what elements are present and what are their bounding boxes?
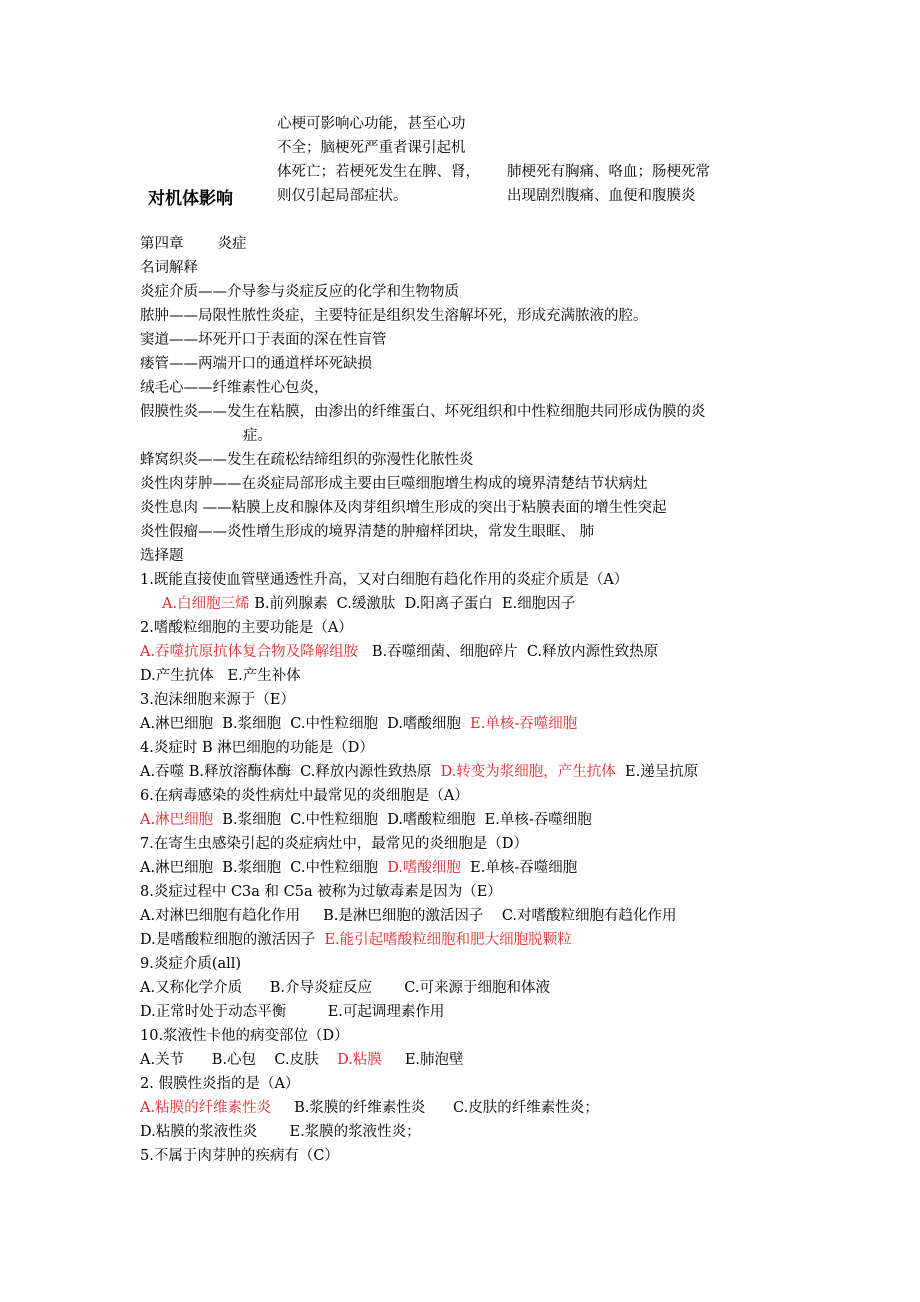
term-line: 炎性肉芽肿——在炎症局部形成主要由巨噬细胞增生构成的境界清楚结节状病灶: [140, 476, 648, 492]
option-text: A.淋巴细胞 B.浆细胞 C.中性粒细胞 D.嗜酸细胞: [140, 716, 471, 732]
answer-option: D.粘膜: [337, 1052, 382, 1068]
term-line: 绒毛心——纤维素性心包炎，: [140, 380, 329, 396]
answer-option: A.吞噬抗原抗体复合物及降解组胺: [140, 644, 359, 660]
fragment-line: 体死亡；若梗死发生在脾、肾，: [277, 164, 480, 180]
options-line: [140, 808, 800, 832]
main-content: [140, 232, 800, 1168]
answer-option: D.转变为浆细胞，产生抗体: [440, 764, 616, 780]
question-stem: 2. 假膜性炎指的是（A）: [140, 1076, 300, 1092]
terms-list: [140, 280, 800, 544]
question-stem: 8.炎症过程中 C3a 和 C5a 被称为过敏毒素是因为（E）: [140, 884, 502, 900]
option-text: B.吞噬细菌、细胞碎片 C.释放内源性致热原: [358, 644, 659, 660]
term-line: 炎症介质——介导参与炎症反应的化学和生物物质: [140, 284, 459, 300]
question-stem: 5.不属于肉芽肿的疾病有（C）: [140, 1148, 339, 1164]
option-text: D.正常时处于动态平衡 E.可起调理素作用: [140, 1004, 445, 1020]
fragment-line: 则仅引起局部症状。: [277, 188, 408, 204]
term-line: 窦道——坏死开口于表面的深在性盲管: [140, 332, 387, 348]
options-line: [140, 928, 800, 952]
term-line: 瘘管——两端开口的通道样坏死缺损: [140, 356, 372, 372]
option-text: D.是嗜酸粒细胞的激活因子: [140, 932, 325, 948]
option-text: A.关节 B.心包 C.皮肤: [140, 1052, 338, 1068]
term-line: 炎性假瘤——炎性增生形成的境界清楚的肿瘤样团块，常发生眼眶、 肺: [140, 524, 595, 540]
options-line: [140, 640, 800, 664]
options-line: [140, 1096, 800, 1120]
option-text: E.肺泡壁: [381, 1052, 464, 1068]
option-text: A.淋巴细胞 B.浆细胞 C.中性粒细胞: [140, 860, 388, 876]
options-line: [140, 856, 800, 880]
chapter-number: 第四章: [140, 236, 184, 252]
chapter-heading: [140, 232, 800, 256]
options-line: [140, 1048, 800, 1072]
question-stem: 10.浆液性卡他的病变部位（D）: [140, 1028, 349, 1044]
options-line: [140, 976, 800, 1000]
terms-heading: 名词解释: [140, 260, 198, 276]
question-stem: 7.在寄生虫感染引起的炎症病灶中，最常见的炎细胞是（D）: [140, 836, 528, 852]
fragment-line: 肺梗死有胸痛、咯血；肠梗死常: [507, 164, 710, 180]
answer-option: E.能引起嗜酸粒细胞和肥大细胞脱颗粒: [324, 932, 572, 948]
option-text: A.又称化学介质 B.介导炎症反应 C.可来源于细胞和体液: [140, 980, 550, 996]
option-text: B.浆细胞 C.中性粒细胞 D.嗜酸粒细胞 E.单核-吞噬细胞: [213, 812, 592, 828]
options-line: [140, 712, 800, 736]
options-line: [140, 664, 800, 688]
question-stem: 9.炎症介质(all): [140, 956, 242, 972]
option-text: A.对淋巴细胞有趋化作用 B.是淋巴细胞的激活因子 C.对嗜酸粒细胞有趋化作用: [140, 908, 677, 924]
row-header: 对机体影响: [148, 189, 233, 209]
answer-option: A.白细胞三烯: [162, 596, 250, 612]
option-text: B.浆膜的纤维素性炎 C.皮肤的纤维素性炎；: [271, 1100, 599, 1116]
term-line: 症。: [243, 428, 272, 444]
option-text: D.粘膜的浆液性炎 E.浆膜的浆液性炎；: [140, 1124, 421, 1140]
term-line: 假膜性炎——发生在粘膜，由渗出的纤维蛋白、坏死组织和中性粒细胞共同形成伪膜的炎: [140, 404, 706, 420]
term-line: 炎性息肉 ——粘膜上皮和腺体及肉芽组织增生形成的突出于粘膜表面的增生性突起: [140, 500, 667, 516]
fragment-column-3: [507, 160, 710, 208]
term-line: 蜂窝织炎——发生在疏松结缔组织的弥漫性化脓性炎: [140, 452, 474, 468]
question-stem: 4.炎症时 B 淋巴细胞的功能是（D）: [140, 740, 374, 756]
fragment-column-2: [277, 112, 480, 208]
fragment-line: 不全；脑梗死严重者课引起机: [277, 140, 466, 156]
options-line: [140, 592, 800, 616]
question-stem: 3.泡沫细胞来源于（E）: [140, 692, 295, 708]
answer-option: A.淋巴细胞: [140, 812, 214, 828]
options-line: [140, 1000, 800, 1024]
chapter-title: 炎症: [217, 236, 247, 252]
fragment-line: 出现剧烈腹痛、血便和腹膜炎: [507, 188, 696, 204]
option-text: D.产生抗体 E.产生补体: [140, 668, 301, 684]
answer-option: E.单核-吞噬细胞: [470, 716, 578, 732]
question-stem: 1.既能直接使血管壁通透性升高，又对白细胞有趋化作用的炎症介质是（A）: [140, 572, 629, 588]
question-stem: 6.在病毒感染的炎性病灶中最常见的炎细胞是（A）: [140, 788, 469, 804]
answer-option: A.粘膜的纤维素性炎: [140, 1100, 272, 1116]
options-line: [140, 1120, 800, 1144]
fragment-line: 心梗可影响心功能，甚至心功: [277, 116, 466, 132]
options-line: [140, 760, 800, 784]
questions-list: [140, 568, 800, 1168]
answer-option: D.嗜酸细胞: [387, 860, 461, 876]
term-line: 脓肿——局限性脓性炎症，主要特征是组织发生溶解坏死，形成充满脓液的腔。: [140, 308, 648, 324]
option-text: A.吞噬 B.释放溶酶体酶 C.释放内源性致热原: [140, 764, 441, 780]
options-line: [140, 904, 800, 928]
choice-heading: 选择题: [140, 548, 184, 564]
question-stem: 2.嗜酸粒细胞的主要功能是（A）: [140, 620, 353, 636]
option-text: B.前列腺素 C.缓激肽 D.阳离子蛋白 E.细胞因子: [249, 596, 576, 612]
option-text: E.单核-吞噬细胞: [460, 860, 578, 876]
option-text: E.递呈抗原: [615, 764, 699, 780]
